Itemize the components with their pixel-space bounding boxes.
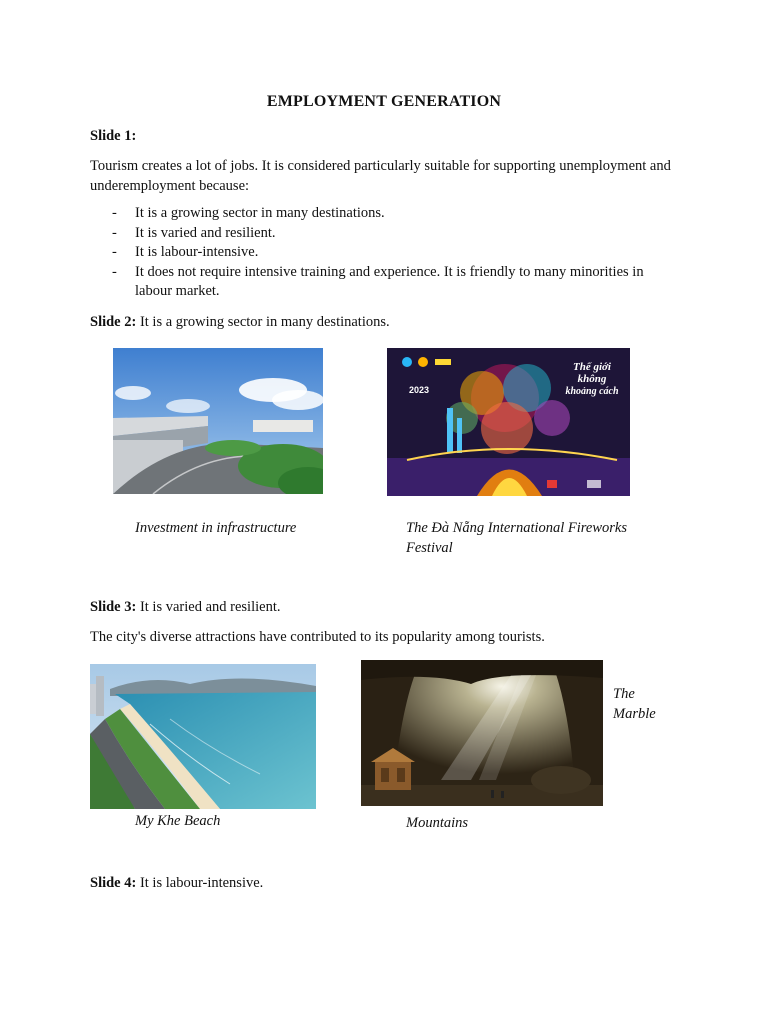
- slide3-line: [90, 597, 280, 617]
- slide1-intro: Tourism creates a lot of jobs. It is considered particularly suitable for supporting unemployment and underemployment because:: [90, 158, 671, 194]
- slide4-line: [90, 873, 263, 893]
- poster-year: 2023: [409, 385, 430, 395]
- slide4-text: It is labour-intensive.: [136, 875, 264, 891]
- caption-fireworks: The Đà Nẵng International Fireworks Festival: [406, 520, 627, 556]
- slide2-line: [90, 312, 390, 332]
- airport-image: [113, 348, 323, 494]
- bullet-item: - It is a growing sector in many destinations.: [112, 205, 385, 221]
- bullet-item: - It is varied and resilient.: [112, 224, 276, 241]
- slide1-bullet-list: [90, 204, 680, 302]
- slide2-text: It is a growing sector in many destinations.: [136, 314, 390, 330]
- fireworks-poster-image: [387, 348, 630, 496]
- poster-text-line2: không: [577, 373, 607, 385]
- poster-text-line1: Thế giới: [573, 361, 611, 373]
- slide3-paragraph: The city's diverse attractions have contributed to its popularity among tourists.: [90, 629, 545, 645]
- caption-my-khe-beach: My Khe Beach: [135, 813, 221, 829]
- slide2-heading: Slide 2:: [90, 314, 137, 330]
- slide3-heading: Slide 3:: [90, 599, 137, 615]
- slide3-text: It is varied and resilient.: [136, 599, 281, 615]
- slide1-heading: Slide 1:: [90, 128, 137, 144]
- document-title: EMPLOYMENT GENERATION: [266, 93, 502, 110]
- bullet-item: - It does not require intensive training and experience. It is friendly to many minorities in labour market.: [112, 263, 644, 299]
- caption-marble: The Marble: [613, 686, 656, 722]
- beach-image: [90, 664, 316, 809]
- caption-infrastructure: Investment in infrastructure: [135, 520, 297, 536]
- bullet-item: - It is labour-intensive.: [112, 244, 259, 260]
- marble-mountains-image: [361, 660, 603, 806]
- poster-text-line3: khoảng cách: [565, 386, 619, 397]
- caption-mountains: Mountains: [406, 815, 469, 831]
- slide4-heading: Slide 4:: [90, 875, 137, 891]
